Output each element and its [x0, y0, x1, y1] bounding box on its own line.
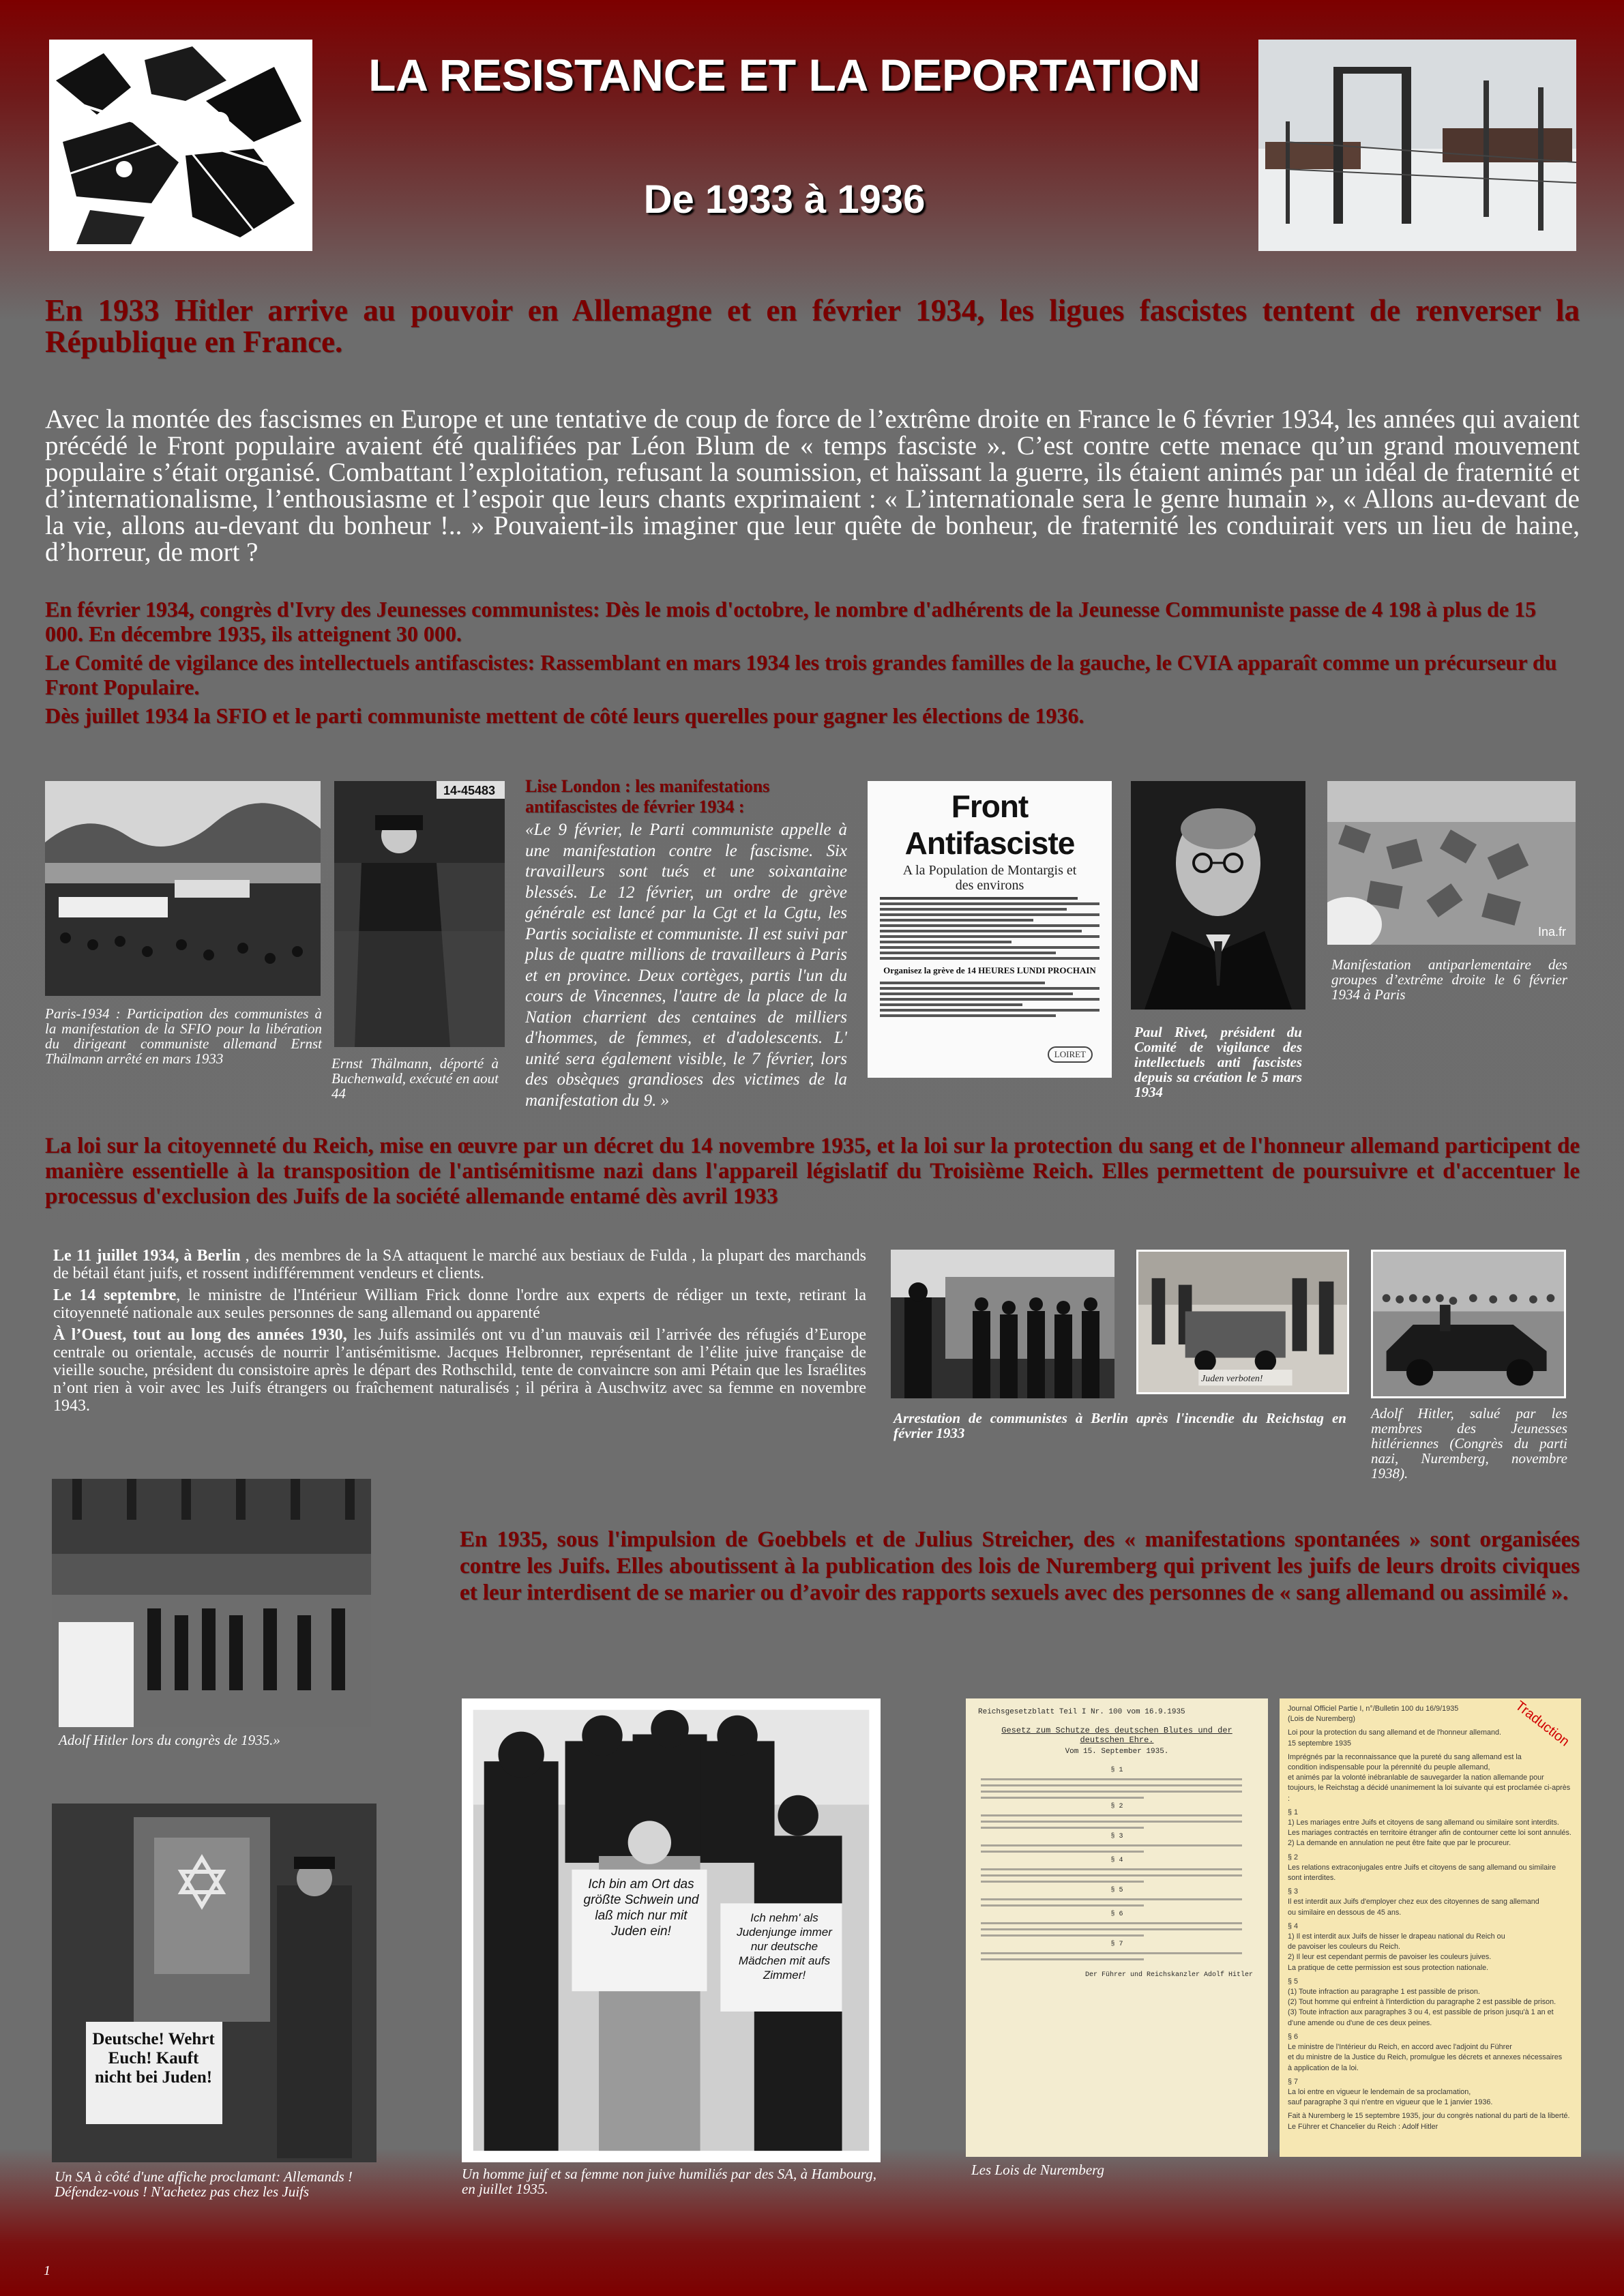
german-doc-text-line — [981, 1827, 1144, 1829]
german-doc-text-line — [981, 1814, 1242, 1816]
arrest-berlin-caption: Arrestation de communistes à Berlin après l'incendie du Reichstag en février 1933 — [894, 1410, 1346, 1441]
thalmann-photo — [334, 781, 505, 1047]
poster-call: Organisez la grève de 14 HEURES LUNDI PROCHAIN — [883, 965, 1096, 975]
translation-line: Loi pour la protection du sang allemand et de l'honneur allemand. — [1288, 1728, 1501, 1737]
intro-heading: En 1933 Hitler arrive au pouvoir en Allemagne et en février 1934, les ligues fascistes tentent de renverser la République en France. — [45, 293, 1580, 359]
page-title: LA RESISTANCE ET LA DEPORTATION — [368, 50, 1200, 100]
event-fulda — [53, 1247, 866, 1282]
translation-section-heading: § 7 — [1288, 2077, 1299, 2086]
german-doc-text-line — [981, 1952, 1242, 1954]
german-doc-title: Gesetz zum Schutze des deutschen Blutes und der deutschen Ehre. — [1001, 1726, 1232, 1745]
translation-line: ou similaire en dessous de 45 ans. — [1288, 1908, 1402, 1917]
hitler-car-photo — [1371, 1250, 1566, 1398]
translation-line: 1) Les mariages entre Juifs et citoyens de sang allemand ou similaire sont interdits. — [1288, 1819, 1559, 1827]
reich-laws-heading: La loi sur la citoyenneté du Reich, mise en œuvre par un décret du 14 novembre 1935, et la loi sur la protection du sang et de l'honneur allemand participent de manière essentielle à la transposition de l'antisémitisme nazi dans l'appareil législatif du Troisième Reich. Elles permettent de poursuivre et d'accentuer le processus d'exclusion des Juifs de la société allemande entamé dès avril 1933 — [45, 1134, 1580, 1209]
poster-subtitle: A la Population de Montargis et des environs — [902, 863, 1077, 893]
translation-section-heading: § 1 — [1288, 1808, 1299, 1816]
german-doc-section-heading: § 7 — [1110, 1941, 1123, 1948]
translation-line: Les relations extraconjugales entre Juifs et citoyens de sang allemand ou similaire — [1288, 1863, 1556, 1872]
translation-line: Les mariages contractés en territoire étranger afin de contourner cette loi sont annulés. — [1288, 1829, 1571, 1838]
german-doc-header: Reichsgesetzblatt Teil I Nr. 100 vom 16.9.1935 — [978, 1708, 1185, 1716]
translation-line: toujours, le Reichstag a décidé unanimement la loi suivante qui est proclamée ci-après : — [1288, 1784, 1571, 1803]
event-frick — [53, 1286, 866, 1322]
nuremberg-law-german-document — [966, 1698, 1268, 2157]
juden-verboten-truck-photo — [1136, 1250, 1349, 1394]
sa-poster-photo — [52, 1804, 377, 2162]
jeunesses-paragraph: En février 1934, congrès d'Ivry des Jeunesses communistes: Dès le mois d'octobre, le nombre d'adhérents de la Jeunesse Communiste passe de 4 198 à plus de 15 000. En décembre 1935, ils atteignent 30 000. — [45, 597, 1537, 646]
nuremberg-law-french-translation — [1280, 1698, 1581, 2157]
translation-line: de pavoiser les couleurs du Reich. — [1288, 1943, 1401, 1952]
german-doc-text-line — [981, 1797, 1144, 1799]
translation-line: et animés par la volonté inébranlable de sauvegarder la nation allemande pour — [1288, 1773, 1544, 1782]
paul-rivet-caption: Paul Rivet, président du Comité de vigilance des intellectuels anti fascistes depuis sa création le 5 mars 1934 — [1134, 1024, 1302, 1100]
london-heading: Lise London : les manifestations antifascistes de février 1934 : — [525, 776, 770, 816]
german-doc-text-line — [981, 1844, 1242, 1846]
poster-stamp: LOIRET — [1048, 1046, 1093, 1063]
event-frick-text: , le ministre de l'Intérieur William Frick donne l'ordre aux experts de rédiger un texte, retirant la citoyenneté nationale aux seules personnes de sang allemand ou apparenté — [53, 1286, 867, 1322]
left-movements-block — [45, 597, 1580, 732]
translation-line: Le ministre de l'Intérieur du Reich, en accord avec l'adjoint du Führer — [1288, 2043, 1512, 2052]
german-doc-text-line — [981, 1881, 1144, 1883]
german-doc-text-line — [981, 1934, 1144, 1937]
translation-section-heading: § 5 — [1288, 1977, 1299, 1986]
german-doc-text-line — [981, 1868, 1242, 1870]
translation-line: (Lois de Nuremberg) — [1288, 1715, 1356, 1724]
humiliated-couple-photo — [462, 1698, 881, 2162]
german-doc-section-heading: § 4 — [1110, 1857, 1123, 1864]
translation-line: à application de la loi. — [1288, 2063, 1359, 2072]
couple-sign-woman: Ich bin am Ort das größte Schwein und laß mich nur mit Juden ein! — [583, 1877, 699, 1939]
translation-line: 2) Il leur est cependant permis de pavoiser les couleurs juives. — [1288, 1953, 1492, 1962]
translation-section-heading: § 6 — [1288, 2032, 1299, 2041]
sa-boycott-sign: Deutsche! Wehrt Euch! Kauft nicht bei Juden! — [92, 2030, 215, 2087]
translation-section-heading: § 3 — [1288, 1887, 1299, 1896]
german-doc-text-line — [981, 1958, 1144, 1960]
german-doc-section-heading: § 3 — [1110, 1833, 1123, 1840]
event-fulda-lead: Le 11 juillet 1934, à Berlin — [53, 1247, 241, 1265]
camp-gate-photo — [1258, 40, 1576, 251]
nuremberg-laws-caption: Les Lois de Nuremberg — [971, 2162, 1105, 2178]
event-fulda-text: , des membres de la SA attaquent le marché aux bestiaux de Fulda , la plupart des marchands de bétail étant juifs, et rossent indifféremment vendeurs et clients. — [53, 1247, 866, 1282]
german-doc-section-heading: § 2 — [1110, 1803, 1123, 1810]
translation-line: Le Führer et Chancelier du Reich : Adolf Hitler — [1288, 2122, 1438, 2131]
event-helbronner-lead: À l’Ouest, tout au long des années 1930, — [53, 1326, 347, 1344]
german-doc-text-line — [981, 1851, 1144, 1853]
translation-line: sont interdites. — [1288, 1874, 1336, 1883]
german-doc-text-line — [981, 1778, 1242, 1780]
paris-1934-photo — [45, 781, 321, 996]
translation-line: 15 septembre 1935 — [1288, 1739, 1352, 1748]
arrest-berlin-photo — [891, 1250, 1114, 1398]
translation-line: (2) Tout homme qui enfreint à l'interdiction du paragraphe 2 est passible de prison. — [1288, 1998, 1556, 2007]
translation-line: Fait à Nuremberg le 15 septembre 1935, jour du congrès national du parti de la liberté. — [1288, 2112, 1570, 2121]
event-helbronner-text: les Juifs assimilés ont vu d’un mauvais œil l’arrivée des réfugiés d’Europe centrale ou orientale, accusés de nourrir l’antisémitisme. Jacques Helbronner, représentant de l’élite juive française de vieille souche, président du consistoire après le départ des Rothschild, tente de convaincre son ami Pétain que les Israélites n’ont rien à voir avec les Juifs étrangers ou fraîchement naturalisés ; il périra à Auschwitz avec sa femme en novembre 1943. — [53, 1326, 866, 1415]
translation-section-heading: § 2 — [1288, 1853, 1299, 1861]
page-subtitle: De 1933 à 1936 — [643, 177, 926, 222]
german-doc-text-line — [981, 1928, 1242, 1930]
translation-line: d'une amende ou d'une de ces deux peines. — [1288, 2018, 1432, 2027]
event-helbronner — [53, 1326, 866, 1415]
resistance-woodcut-image — [49, 40, 312, 251]
humiliated-couple-caption: Un homme juif et sa femme non juive humiliés par des SA, à Hambourg, en juillet 1935. — [462, 2166, 876, 2197]
london-testimony: «Le 9 février, le Parti communiste appelle à une manifestation contre le fascisme. Six travailleurs sont tués et une soixantaine blessés. Le 12 février, un ordre de grève générale est lancé par la Cgt et la Cgtu, les Partis socialiste et communiste. Il est suivi par plus de quatre millions de travailleurs à Paris et en province. Deux cortèges, partis l'un du cours de Vincennes, l'autre de la place de la Nation charrient des centaines de milliers d'hommes, de femmes, et d'adolescents. L' unité sera également visible, le 7 février, lors des obsèques grandioses des victimes de la manifestation du 9. » — [525, 821, 847, 1110]
event-frick-lead: Le 14 septembre — [53, 1286, 177, 1304]
translation-section-heading: § 4 — [1288, 1922, 1299, 1930]
german-doc-text-line — [981, 1904, 1144, 1907]
translation-line: 1) Il est interdit aux Juifs de hisser le drapeau national du Reich ou — [1288, 1932, 1505, 1941]
translation-line: Journal Officiel Partie I, n°/Bulletin 100 du 16/9/1935 — [1288, 1705, 1459, 1713]
manifestation-1934-photo — [1327, 781, 1576, 945]
german-doc-date: Vom 15. September 1935. — [1065, 1748, 1169, 1756]
german-doc-signature: Der Führer und Reichskanzler Adolf Hitler — [1084, 1971, 1253, 1979]
german-doc-section-heading: § 5 — [1110, 1887, 1123, 1894]
congress-1935-photo — [52, 1479, 371, 1727]
german-doc-text-line — [981, 1922, 1242, 1924]
german-doc-section-heading: § 1 — [1110, 1767, 1123, 1774]
ina-credit: Ina.fr — [1537, 925, 1566, 939]
translation-line: La loi entre en vigueur le lendemain de sa proclamation, — [1288, 2087, 1471, 2096]
translation-line: Il est interdit aux Juifs d'employer chez eux des citoyennes de sang allemand — [1288, 1898, 1539, 1907]
translation-line: La pratique de cette permission est sous protection nationale. — [1288, 1963, 1489, 1972]
paul-rivet-photo — [1131, 781, 1305, 1010]
translation-stamp: Traduction — [1512, 1698, 1573, 1750]
prisoner-number: 14-45483 — [443, 784, 496, 797]
translation-line: (1) Toute infraction au paragraphe 1 est passible de prison. — [1288, 1988, 1480, 1997]
translation-line: Imprégnés par la reconnaissance que la pureté du sang allemand est la — [1288, 1752, 1522, 1761]
couple-sign-man: Ich nehm' als Judenjunge immer nur deutsche Mädchen mit aufs Zimmer! — [737, 1911, 832, 1982]
page-number: 1 — [44, 2263, 50, 2278]
translation-line: (3) Toute infraction aux paragraphes 3 ou 4, est passible de prison jusqu'à 1 an et — [1288, 2008, 1554, 2017]
paris-1934-caption: Paris-1934 : Participation des communistes à la manifestation de la SFIO pour la libération du dirigeant communiste allemand Ernst Thälmann arrêté en mars 1933 — [45, 1005, 322, 1067]
german-doc-text-line — [981, 1784, 1242, 1786]
front-antifasciste-poster — [868, 781, 1112, 1078]
events-block — [53, 1247, 866, 1415]
hitler-car-caption: Adolf Hitler, salué par les membres des Jeunesses hitlériennes (Congrès du parti nazi, Nuremberg, novembre 1938). — [1371, 1405, 1567, 1482]
german-doc-text-line — [981, 1898, 1242, 1900]
german-doc-text-line — [981, 1821, 1242, 1823]
sa-poster-caption: Un SA à côté d'une affiche proclamant: Allemands ! Défendez-vous ! N'achetez pas chez les Juifs — [55, 2168, 353, 2200]
poster-title: Front Antifasciste — [904, 789, 1075, 861]
german-doc-text-line — [981, 1874, 1242, 1876]
german-doc-text-line — [981, 1791, 1242, 1793]
thalmann-caption: Ernst Thälmann, déporté à Buchenwald, exécuté en aout 44 — [331, 1055, 499, 1102]
translation-line: et du ministre de la Justice du Reich, promulgue les décrets et annexes nécessaires — [1288, 2053, 1563, 2062]
goebbels-heading: En 1935, sous l'impulsion de Goebbels et de Julius Streicher, des « manifestations spontanées » sont organisées contre les Juifs. Elles aboutissent à la publication des lois de Nuremberg qui privent les juifs de leurs droits civiques et leur interdisent de se marier ou d’avoir des rapports sexuels avec des personnes de « sang allemand ou assimilé ». — [460, 1527, 1580, 1605]
translation-line: 2) La demande en annulation ne peut être faite que par le procureur. — [1288, 1839, 1511, 1848]
truck-sign: Juden verboten! — [1201, 1374, 1263, 1384]
translation-line: sauf paragraphe 3 qui n'entre en vigueur que le 1 janvier 1936. — [1288, 2098, 1493, 2107]
intro-paragraph: Avec la montée des fascismes en Europe et une tentative de coup de force de l’extrême droite en France le 6 février 1934, les années qui avaient précédé le Front populaire avaient été qualifiées par Léon Blum de « temps fasciste ». C’est contre cette menace qu’un grand mouvement populaire s’était organisé. Combattant l’exploitation, refusant la soumission, et haïssant la guerre, ils étaient animés par un idéal de fraternité et d’internationalisme, l’enthousiasme et l’espoir que leurs chants exprimaient : « L’internationale sera le genre humain », « Allons au-devant de la vie, allons au-devant du bonheur !.. » Pouvaient-ils imaginer que leur quête de bonheur, de fraternité les conduirait vers un lieu de haine, d’horreur, de mort ? — [45, 404, 1580, 567]
manifestation-1934-caption: Manifestation antiparlementaire des groupes d’extrême droite le 6 février 1934 à Paris — [1331, 956, 1567, 1003]
sfio-paragraph: Dès juillet 1934 la SFIO et le parti communiste mettent de côté leurs querelles pour gagner les élections de 1936. — [45, 703, 1084, 728]
congress-1935-caption: Adolf Hitler lors du congrès de 1935.» — [59, 1732, 280, 1748]
german-doc-section-heading: § 6 — [1110, 1911, 1123, 1918]
translation-line: condition indispensable pour la pérennité du peuple allemand, — [1288, 1763, 1490, 1772]
cvia-paragraph: Le Comité de vigilance des intellectuels antifascistes: Rassemblant en mars 1934 les trois grandes familles de la gauche, le CVIA apparaît comme un précurseur du Front Populaire. — [45, 650, 1557, 699]
